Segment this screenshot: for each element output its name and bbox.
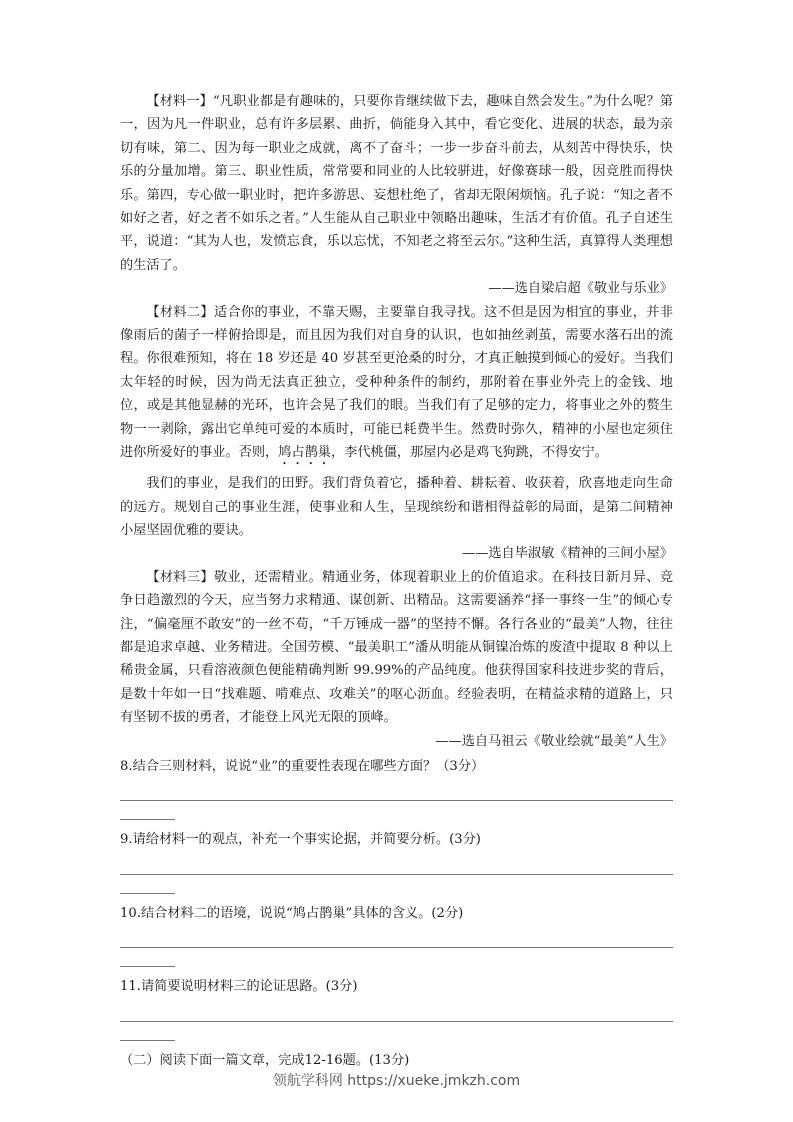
material-2-paragraph-2: 我们的事业，是我们的田野。我们背负着它，播种着、耕耘着、收获着，欣喜地走向生命的远方。规划自己的事业生涯，使事业和人生，呈现缤纷和谐相得益彰的局面，是第二间精神小屋坚固优雅的要诀。	[120, 476, 673, 538]
question-9: 9.请给材料一的观点，补充一个事实论据，并简要分析。(3分)	[120, 832, 481, 848]
question-11: 11.请简要说明材料三的论证思路。(3分)	[120, 979, 358, 995]
material-1	[120, 90, 673, 277]
material-2	[120, 301, 673, 468]
answer-line[interactable]	[120, 1007, 673, 1022]
section-2-heading: （二）阅读下面一篇文章，完成12-16题。(13分)	[120, 1052, 410, 1068]
question-10: 10.结合材料二的语境，说说“鸠占鹊巢”具体的含义。(2分)	[120, 905, 464, 921]
material-3-label: 【材料三】	[146, 569, 214, 585]
material-2-label: 【材料二】	[146, 304, 214, 320]
question-8: 8.结合三则材料，说说“业”的重要性表现在哪些方面？（3分）	[120, 758, 485, 774]
answer-line-short	[120, 819, 175, 820]
material-1-label: 【材料一】	[146, 94, 214, 109]
answer-line-short	[120, 893, 175, 894]
answer-line[interactable]	[120, 786, 673, 801]
material-1-text: “凡职业都是有趣味的，只要你肯继续做下去，趣味自然会发生。”为什么呢？第一，因为凡一件职业，总有许多层累、曲折，倘能身入其中，看它变化、进展的状态，最为亲切有味，第二、因为每一职业之成就，离不了奋斗；一步一步奋斗前去，从刻苦中得快乐，快乐的分量加增。第三、职业性质，常常要和同业的人比较骈进，好像赛球一般，因竞胜而得快乐。第四，专心做一职业时，把许多游思、妄想杜绝了，省却无限闲烦恼。孔子说：“知之者不如好之者，好之者不如乐之者。”人生能从自己职业中领略出趣味，生活才有价值。孔子自述生平，说道：“其为人也，发愤忘食，乐以忘忧，不知老之将至云尔。”这种生活，真算得人类理想的生活了。	[120, 94, 674, 273]
answer-line-short	[120, 966, 175, 967]
material-3-source: ——选自马祖云《敬业绘就“最美”人生》	[435, 733, 673, 749]
answer-line[interactable]	[120, 860, 673, 875]
footer-watermark: 领航学科网 https://xueke.jmkzh.com	[272, 1073, 521, 1089]
answer-line[interactable]	[120, 933, 673, 948]
document-body	[120, 90, 673, 1072]
material-3	[120, 566, 673, 730]
answer-line-short	[120, 1040, 175, 1041]
material-2-text-before: 适合你的事业，不靠天赐，主要靠自我寻找。这不但是因为相宜的事业，并非像雨后的菌子一样俯拾即是，而且因为我们对自身的认识，也如抽丝剥茧，需要水落石出的流程。你很难预知，将在 18 岁还是 40 岁甚至更沧桑的时分，才真正触摸到倾心的爱好。当我们太年轻的时候，因为尚无法真正独立，受种种条件的制约，那附着在事业外壳上的金钱、地位，或是其他显赫的光环，也许会晃了我们的眼。当我们有了足够的定力，将事业之外的赘生物一一剥除，露出它单纯可爱的本质时，可能已耗费半生。然费时弥久，精神的小屋也定须住进你所爱好的事业。否则，	[120, 304, 674, 461]
material-2-text-after: ，李代桃僵，那屋内必是鸡飞狗跳，不得安宁。	[331, 445, 608, 461]
material-1-source: ——选自梁启超《敬业与乐业》	[488, 281, 673, 297]
material-2-emphasis: 鸠占鹊巢	[278, 445, 331, 461]
material-3-text: 敬业，还需精业。精通业务，体现着职业上的价值追求。在科技日新月异、竞争日趋激烈的今天，应当努力求精通、谋创新、出精品。这需要涵养“择一事终一生”的倾心专注，“偏毫厘不敢安”的一丝不苟，“千万锤成一器”的坚持不懈。各行各业的“最美”人物，往往都是追求卓越、业务精进。全国劳模、“最美职工”潘从明能从铜镍冶炼的废渣中提取 8 种以上稀贵金属，只看溶液颜色便能精确判断 99.99%的产品纯度。他获得国家科技进步奖的背后，是数十年如一日“找难题、啃难点、攻难关”的呕心沥血。经验表明，在精益求精的道路上，只有坚韧不拔的勇者，才能登上风光无限的顶峰。	[120, 569, 674, 726]
material-2-source: ——选自毕淑敏《精神的三间小屋》	[462, 546, 673, 562]
